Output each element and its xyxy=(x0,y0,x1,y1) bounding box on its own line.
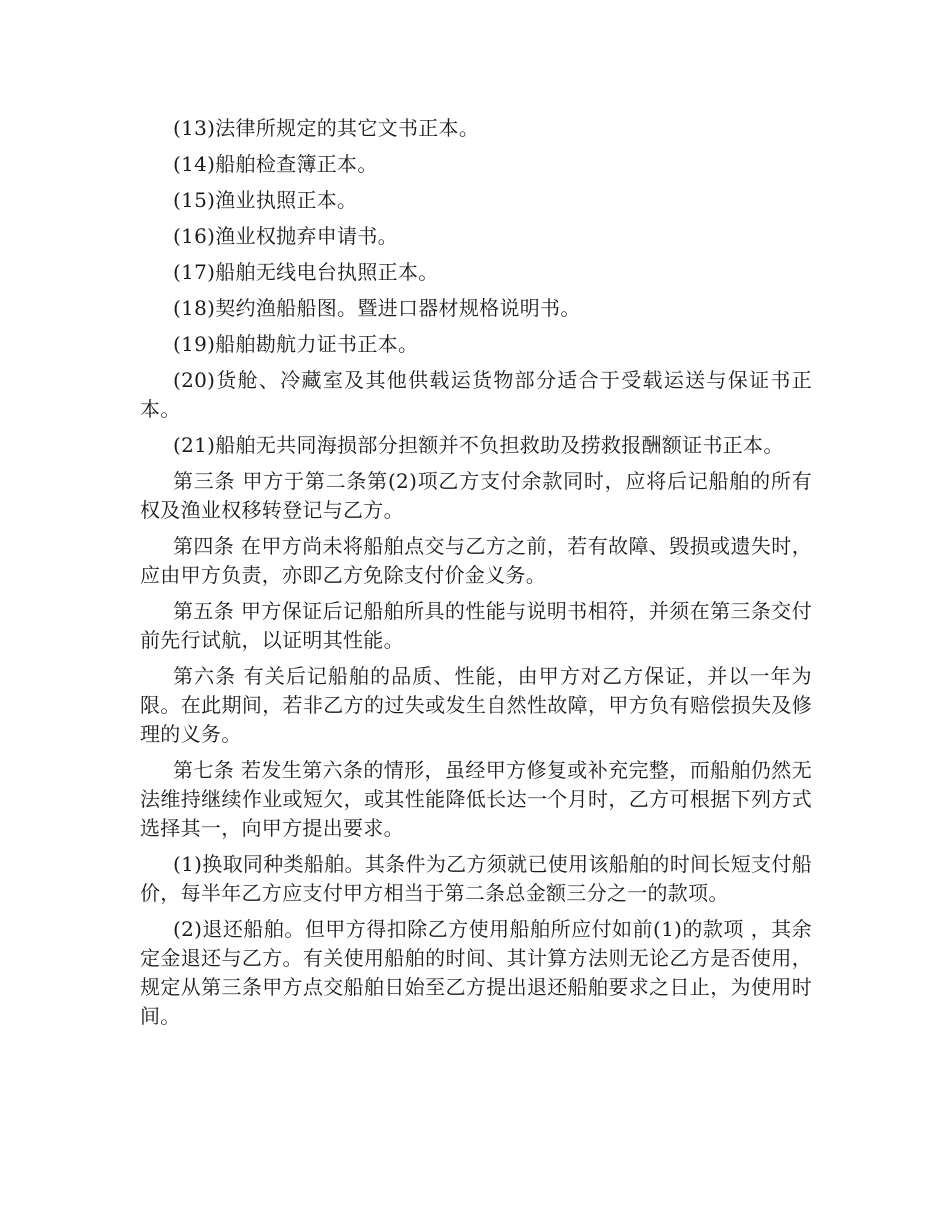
list-item-13: (13)法律所规定的其它文书正本。 xyxy=(173,116,480,140)
article-6: 第六条 有关后记船舶的品质、性能，由甲方对乙方保证，并以一年为限。在此期间，若非乙方的过失或发生自然性故障，甲方负有赔偿损失及修理的义务。 xyxy=(140,664,812,746)
article-7-option-2: (2)退还船舶。但甲方得扣除乙方使用船舶所应付如前(1)的款项 ，其余定金退还与乙方。有关使用船舶的时间、其计算方法则无论乙方是否使用，规定从第三条甲方点交船舶日始至乙方提出退还船舶要求之日止，为使用时间。 xyxy=(140,917,812,1028)
article-3: 第三条 甲方于第二条第(2)项乙方支付余款同时，应将后记船舶的所有权及渔业权移转登记与乙方。 xyxy=(140,469,812,522)
article-7-option-1: (1)换取同种类船舶。其条件为乙方须就已使用该船舶的时间长短支付船价，每半年乙方应支付甲方相当于第二条总金额三分之一的款项。 xyxy=(140,852,812,905)
list-item-15: (15)渔业执照正本。 xyxy=(173,188,358,212)
list-item-14: (14)船舶检查簿正本。 xyxy=(173,152,378,176)
document-page xyxy=(140,114,812,1038)
article-4: 第四条 在甲方尚未将船舶点交与乙方之前，若有故障、毁损或遗失时，应由甲方负责，亦即乙方免除支付价金义务。 xyxy=(140,534,812,587)
list-item-21: (21)船舶无共同海损部分担额并不负担救助及捞救报酬额证书正本。 xyxy=(173,433,784,457)
article-5: 第五条 甲方保证后记船舶所具的性能与说明书相符，并须在第三条交付前先行试航，以证明其性能。 xyxy=(140,599,812,652)
list-item-17: (17)船舶无线电台执照正本。 xyxy=(173,260,439,284)
list-item-19: (19)船舶勘航力证书正本。 xyxy=(173,332,419,356)
list-item-20: (20)货舱、冷藏室及其他供载运货物部分适合于受载运送与保证书正本。 xyxy=(140,368,812,421)
article-7: 第七条 若发生第六条的情形，虽经甲方修复或补充完整，而船舶仍然无法维持继续作业或短欠，或其性能降低长达一个月时，乙方可根据下列方式选择其一，向甲方提出要求。 xyxy=(140,758,812,840)
list-item-18: (18)契约渔船船图。暨进口器材规格说明书。 xyxy=(173,296,581,320)
list-item-16: (16)渔业权抛弃申请书。 xyxy=(173,224,398,248)
